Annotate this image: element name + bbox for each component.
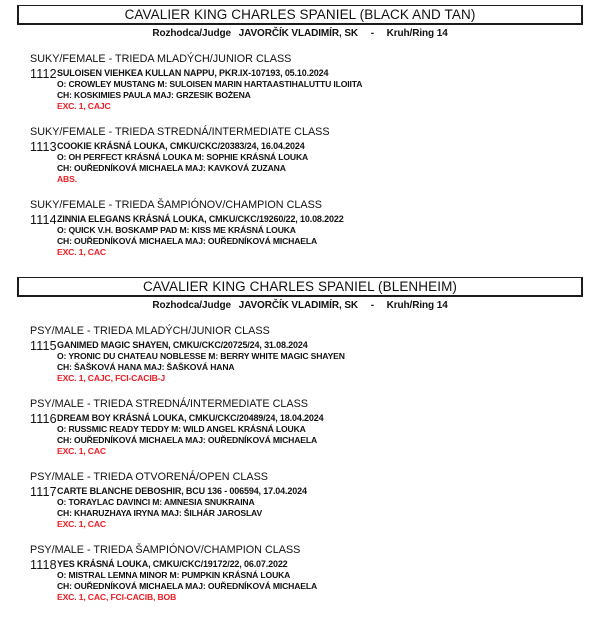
catalog-number: 1113 — [30, 140, 57, 154]
entry-details — [57, 486, 307, 530]
judge-line — [0, 300, 600, 311]
breeder-owner-line: CH: OUŘEDNÍKOVÁ MICHAELA MAJ: KAVKOVÁ ZUZANA — [57, 163, 286, 173]
class-header-intermediate-male: PSY/MALE - TRIEDA STREDNÁ/INTERMEDIATE CLASS — [30, 398, 308, 410]
breed-title-box — [17, 5, 583, 25]
breed-title-box — [17, 277, 583, 297]
result-line: EXC. 1, CAC — [57, 519, 106, 529]
entry-details — [57, 559, 317, 603]
result-line: EXC. 1, CAC — [57, 446, 106, 456]
judge-name: JAVORČÍK VLADIMÍR, SK — [238, 300, 359, 311]
sire-dam-line: O: MISTRAL LEMNA MINOR M: PUMPKIN KRÁSNÁ LOUKA — [57, 570, 291, 580]
judge-line — [0, 28, 600, 39]
entry-details — [57, 214, 344, 258]
class-header-junior-female: SUKY/FEMALE - TRIEDA MLADÝCH/JUNIOR CLASS — [30, 53, 292, 65]
judge-label: Rozhodca/Judge — [152, 300, 231, 311]
result-line: EXC. 1, CAC — [57, 247, 106, 257]
catalog-number: 1116 — [30, 412, 57, 426]
entry-1116 — [30, 413, 600, 457]
breed-section-blenheim — [0, 277, 600, 603]
breeder-owner-line: CH: KOSKIMIES PAULA MAJ: GRZESIK BOŻENA — [57, 90, 251, 100]
entry-1112 — [30, 68, 600, 112]
breed-title: CAVALIER KING CHARLES SPANIEL (BLACK AND TAN) — [124, 7, 476, 22]
dog-name-line: SULOISEN VIEHKEA KULLAN NAPPU, PKR.IX-107193, 05.10.2024 — [57, 68, 329, 78]
entry-1118 — [30, 559, 600, 603]
dog-name-line: CARTE BLANCHE DEBOSHIR, BCU 136 - 006594, 17.04.2024 — [57, 486, 307, 496]
class-header-junior-male: PSY/MALE - TRIEDA MLADÝCH/JUNIOR CLASS — [30, 325, 270, 337]
dog-name-line: GANIMED MAGIC SHAYEN, CMKU/CKC/20725/24, 31.08.2024 — [57, 340, 308, 350]
entry-details — [57, 68, 362, 112]
catalog-number: 1117 — [30, 485, 57, 499]
entry-details — [57, 340, 345, 384]
breeder-owner-line: CH: KHARUZHAYA IRYNA MAJ: ŠILHÁR JAROSLAV — [57, 508, 263, 518]
result-line: EXC. 1, CAC, FCI-CACIB, BOB — [57, 592, 177, 602]
class-header-champion-male: PSY/MALE - TRIEDA ŠAMPIÓNOV/CHAMPION CLASS — [30, 544, 301, 556]
ring-number: Kruh/Ring 14 — [386, 300, 448, 311]
sire-dam-line: O: OH PERFECT KRÁSNÁ LOUKA M: SOPHIE KRÁSNÁ LOUKA — [57, 152, 309, 162]
sire-dam-line: O: RUSSMIC READY TEDDY M: WILD ANGEL KRÁSNÁ LOUKA — [57, 424, 306, 434]
result-line: EXC. 1, CAJC, FCI-CACIB-J — [57, 373, 165, 383]
entry-1117 — [30, 486, 600, 530]
class-header-intermediate-female: SUKY/FEMALE - TRIEDA STREDNÁ/INTERMEDIATE CLASS — [30, 126, 330, 138]
breed-title: CAVALIER KING CHARLES SPANIEL (BLENHEIM) — [142, 279, 458, 294]
catalog-number: 1112 — [30, 67, 57, 81]
sire-dam-line: O: QUICK V.H. BOSKAMP PAD M: KISS ME KRÁSNÁ LOUKA — [57, 225, 296, 235]
entry-details — [57, 141, 308, 185]
dog-name-line: ZINNIA ELEGANS KRÁSNÁ LOUKA, CMKU/CKC/19260/22, 10.08.2022 — [57, 214, 344, 224]
judge-ring-separator: - — [370, 28, 374, 39]
judge-ring-separator: - — [370, 300, 374, 311]
catalog-number: 1114 — [30, 213, 57, 227]
breeder-owner-line: CH: ŠAŠKOVÁ HANA MAJ: ŠAŠKOVÁ HANA — [57, 362, 235, 372]
judge-label: Rozhodca/Judge — [152, 28, 231, 39]
sire-dam-line: O: CROWLEY MUSTANG M: SULOISEN MARIN HARTAASTIHALUTTU ILOIITA — [57, 79, 363, 89]
dog-name-line: YES KRÁSNÁ LOUKA, CMKU/CKC/19172/22, 06.07.2022 — [57, 559, 288, 569]
ring-number: Kruh/Ring 14 — [386, 28, 448, 39]
breed-section-black-and-tan — [0, 5, 600, 258]
class-header-open-male: PSY/MALE - TRIEDA OTVORENÁ/OPEN CLASS — [30, 471, 268, 483]
entry-1115 — [30, 340, 600, 384]
catalog-number: 1115 — [30, 339, 57, 353]
entry-details — [57, 413, 323, 457]
result-line: ABS. — [57, 174, 77, 184]
sire-dam-line: O: TORAYLAC DAVINCI M: AMNESIA SNUKRAINA — [57, 497, 255, 507]
breeder-owner-line: CH: OUŘEDNÍKOVÁ MICHAELA MAJ: OUŘEDNÍKOVÁ MICHAELA — [57, 236, 318, 246]
entry-1113 — [30, 141, 600, 185]
dog-name-line: DREAM BOY KRÁSNÁ LOUKA, CMKU/CKC/20489/24, 18.04.2024 — [57, 413, 324, 423]
breeder-owner-line: CH: OUŘEDNÍKOVÁ MICHAELA MAJ: OUŘEDNÍKOVÁ MICHAELA — [57, 435, 318, 445]
result-line: EXC. 1, CAJC — [57, 101, 111, 111]
catalog-number: 1118 — [30, 558, 57, 572]
sire-dam-line: O: YRONIC DU CHATEAU NOBLESSE M: BERRY WHITE MAGIC SHAYEN — [57, 351, 345, 361]
class-header-champion-female: SUKY/FEMALE - TRIEDA ŠAMPIÓNOV/CHAMPION CLASS — [30, 199, 322, 211]
dog-name-line: COOKIE KRÁSNÁ LOUKA, CMKU/CKC/20383/24, 16.04.2024 — [57, 141, 305, 151]
entry-1114 — [30, 214, 600, 258]
judge-name: JAVORČÍK VLADIMÍR, SK — [238, 28, 359, 39]
breeder-owner-line: CH: OUŘEDNÍKOVÁ MICHAELA MAJ: OUŘEDNÍKOVÁ MICHAELA — [57, 581, 318, 591]
